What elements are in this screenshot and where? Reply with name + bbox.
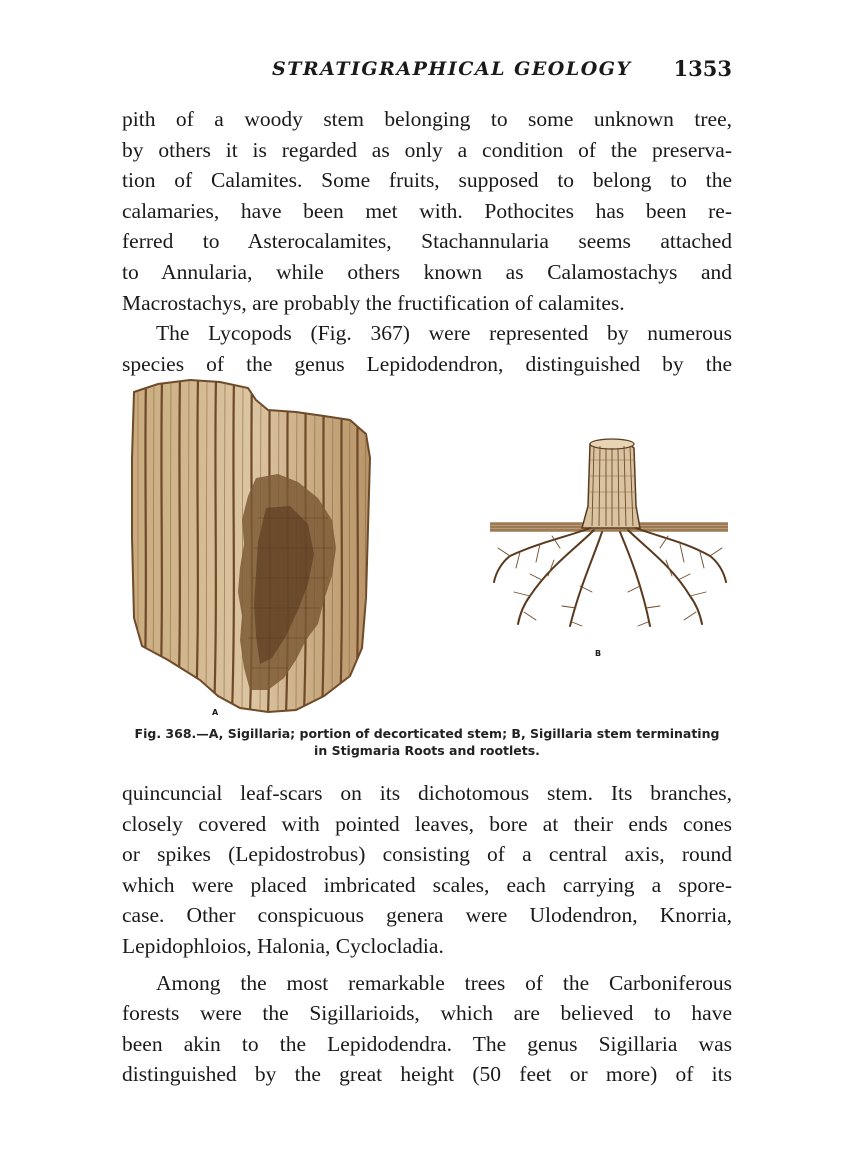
text-line: which were placed imbricated scales, each carrying a spore- bbox=[122, 872, 732, 897]
figure-a-sigillaria-stem bbox=[128, 378, 374, 714]
running-title: STRATIGRAPHICAL GEOLOGY bbox=[272, 58, 632, 80]
text-line: Among the most remarkable trees of the Carboniferous bbox=[156, 970, 732, 995]
text-line: tion of Calamites. Some fruits, supposed to belong to the bbox=[122, 168, 732, 193]
text-line: Macrostachys, are probably the fructification of calamites. bbox=[122, 290, 625, 315]
text-line: calamaries, have been met with. Pothocites has been re- bbox=[122, 198, 732, 223]
running-head bbox=[122, 58, 732, 88]
text-line: been akin to the Lepidodendra. The genus Sigillaria was bbox=[122, 1031, 732, 1056]
figure-b-stigmaria-roots bbox=[490, 436, 728, 632]
caption-line: Fig. 368.—A, Sigillaria; portion of decorticated stem; B, Sigillaria stem terminating bbox=[134, 726, 720, 741]
text-block-top bbox=[122, 104, 732, 379]
text-line: species of the genus Lepidodendron, distinguished by the bbox=[122, 351, 732, 376]
text-line: pith of a woody stem belonging to some unknown tree, bbox=[122, 107, 732, 131]
figure-label-b: B bbox=[595, 649, 602, 658]
text-line: by others it is regarded as only a condition of the preserva- bbox=[122, 137, 732, 162]
text-line: quincuncial leaf-scars on its dichotomous stem. Its branches, bbox=[122, 781, 732, 805]
figure-caption bbox=[122, 725, 732, 759]
text-line: to Annularia, while others known as Calamostachys and bbox=[122, 259, 732, 284]
text-line: The Lycopods (Fig. 367) were represented by numerous bbox=[156, 321, 732, 346]
text-line: forests were the Sigillarioids, which are believed to have bbox=[122, 1001, 732, 1026]
text-line: ferred to Asterocalamites, Stachannularia seems attached bbox=[122, 229, 732, 254]
text-line: distinguished by the great height (50 feet or more) of its bbox=[122, 1062, 732, 1087]
caption-line: in Stigmaria Roots and rootlets. bbox=[314, 743, 540, 758]
root-system bbox=[494, 528, 726, 626]
text-block-bottom bbox=[122, 778, 732, 1090]
text-line: case. Other conspicuous genera were Ulodendron, Knorria, bbox=[122, 903, 732, 928]
text-line: Lepidophloios, Halonia, Cyclocladia. bbox=[122, 933, 444, 958]
figure-label-a: A bbox=[212, 708, 219, 717]
text-line: closely covered with pointed leaves, bore at their ends cones bbox=[122, 811, 732, 836]
text-line: or spikes (Lepidostrobus) consisting of a central axis, round bbox=[122, 842, 732, 867]
page-number: 1353 bbox=[673, 56, 732, 81]
